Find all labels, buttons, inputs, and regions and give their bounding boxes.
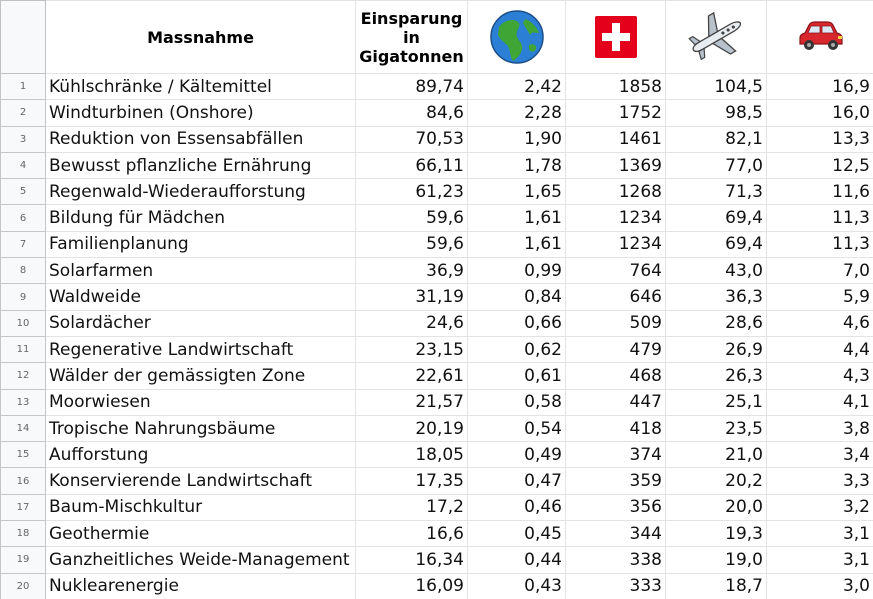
cell-airplane[interactable]: 19,0	[666, 547, 767, 573]
table-row	[1, 573, 873, 599]
select-all-corner[interactable]	[1, 1, 46, 74]
cell-gigatonnes[interactable]: 16,6	[356, 521, 468, 547]
cell-measure[interactable]: Reduktion von Essensabfällen	[46, 126, 356, 152]
row-number[interactable]: 11	[1, 336, 46, 362]
cell-switzerland[interactable]: 1752	[566, 100, 666, 126]
table-row	[1, 152, 873, 178]
cell-gigatonnes[interactable]: 66,11	[356, 152, 468, 178]
cell-gigatonnes[interactable]: 59,6	[356, 205, 468, 231]
cell-measure[interactable]: Nuklearenergie	[46, 573, 356, 599]
header-switzerland[interactable]	[566, 1, 666, 74]
cell-switzerland[interactable]: 447	[566, 389, 666, 415]
table-row	[1, 100, 873, 126]
cell-airplane[interactable]: 20,0	[666, 494, 767, 520]
row-number[interactable]: 8	[1, 258, 46, 284]
cell-measure[interactable]: Geothermie	[46, 521, 356, 547]
header-measure[interactable]: Massnahme	[46, 1, 356, 74]
cell-measure[interactable]: Baum-Mischkultur	[46, 494, 356, 520]
cell-switzerland[interactable]: 359	[566, 468, 666, 494]
cell-switzerland[interactable]: 1369	[566, 152, 666, 178]
cell-globe[interactable]: 0,58	[468, 389, 566, 415]
header-airplane[interactable]	[666, 1, 767, 74]
cell-car[interactable]: 4,3	[767, 363, 873, 389]
cell-switzerland[interactable]: 338	[566, 547, 666, 573]
row-number[interactable]: 12	[1, 363, 46, 389]
cell-airplane[interactable]: 25,1	[666, 389, 767, 415]
cell-switzerland[interactable]: 509	[566, 310, 666, 336]
cell-car[interactable]: 16,9	[767, 74, 873, 100]
cell-airplane[interactable]: 69,4	[666, 205, 767, 231]
cell-measure[interactable]: Familienplanung	[46, 231, 356, 257]
cell-switzerland[interactable]: 646	[566, 284, 666, 310]
cell-airplane[interactable]: 21,0	[666, 442, 767, 468]
cell-globe[interactable]: 0,54	[468, 415, 566, 441]
cell-measure[interactable]: Moorwiesen	[46, 389, 356, 415]
table-body	[1, 74, 873, 599]
table-row	[1, 389, 873, 415]
row-number[interactable]: 17	[1, 494, 46, 520]
cell-airplane[interactable]: 18,7	[666, 573, 767, 599]
cell-switzerland[interactable]: 468	[566, 363, 666, 389]
header-row	[1, 1, 873, 74]
cell-switzerland[interactable]: 374	[566, 442, 666, 468]
car-icon	[796, 20, 844, 54]
cell-measure[interactable]: Solarfarmen	[46, 258, 356, 284]
cell-car[interactable]: 3,1	[767, 521, 873, 547]
cell-globe[interactable]: 0,46	[468, 494, 566, 520]
globe-icon	[489, 9, 545, 65]
cell-car[interactable]: 7,0	[767, 258, 873, 284]
cell-gigatonnes[interactable]: 22,61	[356, 363, 468, 389]
cell-airplane[interactable]: 71,3	[666, 179, 767, 205]
table-row	[1, 494, 873, 520]
cell-airplane[interactable]: 20,2	[666, 468, 767, 494]
cell-measure[interactable]: Kühlschränke / Kältemittel	[46, 74, 356, 100]
cell-car[interactable]: 4,6	[767, 310, 873, 336]
cell-car[interactable]: 3,1	[767, 547, 873, 573]
cell-airplane[interactable]: 23,5	[666, 415, 767, 441]
header-savings[interactable]: Einsparung in Gigatonnen	[356, 1, 468, 74]
cell-globe[interactable]: 2,42	[468, 74, 566, 100]
table-row	[1, 468, 873, 494]
table-row	[1, 284, 873, 310]
cell-globe[interactable]: 0,66	[468, 310, 566, 336]
cell-switzerland[interactable]: 418	[566, 415, 666, 441]
row-number[interactable]: 19	[1, 547, 46, 573]
row-number[interactable]: 7	[1, 231, 46, 257]
cell-globe[interactable]: 2,28	[468, 100, 566, 126]
cell-car[interactable]: 11,3	[767, 231, 873, 257]
cell-car[interactable]: 3,2	[767, 494, 873, 520]
cell-measure[interactable]: Solardächer	[46, 310, 356, 336]
row-number[interactable]: 4	[1, 152, 46, 178]
cell-gigatonnes[interactable]: 36,9	[356, 258, 468, 284]
cell-switzerland[interactable]: 1858	[566, 74, 666, 100]
table-row	[1, 74, 873, 100]
cell-airplane[interactable]: 26,9	[666, 336, 767, 362]
cell-globe[interactable]: 0,84	[468, 284, 566, 310]
row-number[interactable]: 1	[1, 74, 46, 100]
cell-measure[interactable]: Bildung für Mädchen	[46, 205, 356, 231]
cell-gigatonnes[interactable]: 31,19	[356, 284, 468, 310]
table-row	[1, 126, 873, 152]
header-car[interactable]	[767, 1, 873, 74]
cell-switzerland[interactable]: 1461	[566, 126, 666, 152]
cell-measure[interactable]: Regenerative Landwirtschaft	[46, 336, 356, 362]
cell-switzerland[interactable]: 1268	[566, 179, 666, 205]
cell-airplane[interactable]: 104,5	[666, 74, 767, 100]
cell-gigatonnes[interactable]: 24,6	[356, 310, 468, 336]
table-row	[1, 521, 873, 547]
cell-measure[interactable]: Waldweide	[46, 284, 356, 310]
row-number[interactable]: 20	[1, 573, 46, 599]
cell-gigatonnes[interactable]: 70,53	[356, 126, 468, 152]
cell-car[interactable]: 4,4	[767, 336, 873, 362]
cell-airplane[interactable]: 77,0	[666, 152, 767, 178]
cell-gigatonnes[interactable]: 89,74	[356, 74, 468, 100]
cell-globe[interactable]: 0,44	[468, 547, 566, 573]
row-number[interactable]: 5	[1, 179, 46, 205]
cell-globe[interactable]: 1,61	[468, 231, 566, 257]
cell-gigatonnes[interactable]: 21,57	[356, 389, 468, 415]
cell-gigatonnes[interactable]: 84,6	[356, 100, 468, 126]
table-row	[1, 205, 873, 231]
cell-measure[interactable]: Tropische Nahrungsbäume	[46, 415, 356, 441]
table-row	[1, 363, 873, 389]
cell-airplane[interactable]: 36,3	[666, 284, 767, 310]
cell-airplane[interactable]: 26,3	[666, 363, 767, 389]
airplane-icon	[686, 9, 746, 65]
table-row	[1, 310, 873, 336]
row-number[interactable]: 14	[1, 415, 46, 441]
cell-car[interactable]: 5,9	[767, 284, 873, 310]
cell-airplane[interactable]: 82,1	[666, 126, 767, 152]
cell-switzerland[interactable]: 333	[566, 573, 666, 599]
cell-globe[interactable]: 1,78	[468, 152, 566, 178]
cell-airplane[interactable]: 28,6	[666, 310, 767, 336]
row-number[interactable]: 3	[1, 126, 46, 152]
cell-globe[interactable]: 0,99	[468, 258, 566, 284]
table-row	[1, 336, 873, 362]
cell-gigatonnes[interactable]: 20,19	[356, 415, 468, 441]
cell-gigatonnes[interactable]: 61,23	[356, 179, 468, 205]
cell-globe[interactable]: 1,90	[468, 126, 566, 152]
cell-globe[interactable]: 0,45	[468, 521, 566, 547]
table-row	[1, 442, 873, 468]
cell-gigatonnes[interactable]: 23,15	[356, 336, 468, 362]
cell-measure[interactable]: Ganzheitliches Weide-Management	[46, 547, 356, 573]
cell-gigatonnes[interactable]: 18,05	[356, 442, 468, 468]
cell-globe[interactable]: 0,47	[468, 468, 566, 494]
cell-gigatonnes[interactable]: 16,09	[356, 573, 468, 599]
row-number[interactable]: 2	[1, 100, 46, 126]
table-row	[1, 231, 873, 257]
cell-car[interactable]: 16,0	[767, 100, 873, 126]
cell-measure[interactable]: Bewusst pflanzliche Ernährung	[46, 152, 356, 178]
swiss-flag-icon	[594, 15, 638, 59]
cell-airplane[interactable]: 43,0	[666, 258, 767, 284]
cell-airplane[interactable]: 98,5	[666, 100, 767, 126]
cell-switzerland[interactable]: 344	[566, 521, 666, 547]
cell-measure[interactable]: Regenwald-Wiederaufforstung	[46, 179, 356, 205]
row-number[interactable]: 18	[1, 521, 46, 547]
row-number[interactable]: 6	[1, 205, 46, 231]
cell-measure[interactable]: Wälder der gemässigten Zone	[46, 363, 356, 389]
cell-airplane[interactable]: 19,3	[666, 521, 767, 547]
cell-switzerland[interactable]: 1234	[566, 231, 666, 257]
table-row	[1, 179, 873, 205]
cell-globe[interactable]: 0,43	[468, 573, 566, 599]
cell-car[interactable]: 13,3	[767, 126, 873, 152]
cell-globe[interactable]: 1,65	[468, 179, 566, 205]
table-row	[1, 547, 873, 573]
cell-measure[interactable]: Konservierende Landwirtschaft	[46, 468, 356, 494]
cell-switzerland[interactable]: 1234	[566, 205, 666, 231]
cell-car[interactable]: 11,3	[767, 205, 873, 231]
cell-globe[interactable]: 0,49	[468, 442, 566, 468]
cell-globe[interactable]: 1,61	[468, 205, 566, 231]
cell-switzerland[interactable]: 356	[566, 494, 666, 520]
cell-gigatonnes[interactable]: 17,2	[356, 494, 468, 520]
cell-measure[interactable]: Aufforstung	[46, 442, 356, 468]
table-row	[1, 415, 873, 441]
cell-car[interactable]: 3,4	[767, 442, 873, 468]
cell-measure[interactable]: Windturbinen (Onshore)	[46, 100, 356, 126]
row-number[interactable]: 13	[1, 389, 46, 415]
cell-car[interactable]: 12,5	[767, 152, 873, 178]
header-globe[interactable]	[468, 1, 566, 74]
row-number[interactable]: 15	[1, 442, 46, 468]
cell-car[interactable]: 4,1	[767, 389, 873, 415]
cell-airplane[interactable]: 69,4	[666, 231, 767, 257]
table-row	[1, 258, 873, 284]
cell-car[interactable]: 11,6	[767, 179, 873, 205]
cell-gigatonnes[interactable]: 17,35	[356, 468, 468, 494]
cell-switzerland[interactable]: 479	[566, 336, 666, 362]
cell-globe[interactable]: 0,62	[468, 336, 566, 362]
row-number[interactable]: 9	[1, 284, 46, 310]
cell-globe[interactable]: 0,61	[468, 363, 566, 389]
row-number[interactable]: 10	[1, 310, 46, 336]
cell-gigatonnes[interactable]: 59,6	[356, 231, 468, 257]
cell-car[interactable]: 3,0	[767, 573, 873, 599]
cell-car[interactable]: 3,8	[767, 415, 873, 441]
cell-car[interactable]: 3,3	[767, 468, 873, 494]
cell-gigatonnes[interactable]: 16,34	[356, 547, 468, 573]
row-number[interactable]: 16	[1, 468, 46, 494]
cell-switzerland[interactable]: 764	[566, 258, 666, 284]
